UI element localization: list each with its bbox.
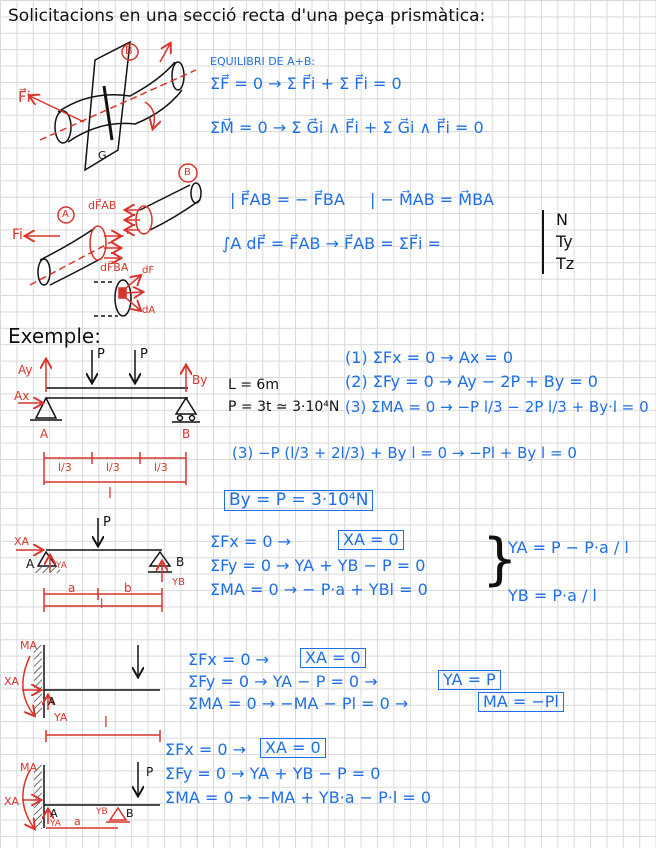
beam4-xa-result: XA = 0	[260, 738, 326, 758]
beam2-dim-b: b	[124, 581, 132, 595]
beam1-ax: Ax	[14, 389, 30, 403]
integral-eq: ∫A dF⃗ = F⃗AB → F⃗AB = ΣF⃗i =	[222, 234, 441, 253]
beam1-dim-3: l/3	[154, 461, 168, 474]
beam2-ya-result: YA = P − P·a / l	[508, 538, 629, 557]
beam2-xa-result: XA = 0	[338, 530, 404, 550]
beam2-yb: YB	[172, 577, 185, 588]
moment-balance-eq: ΣM⃗ = 0 → Σ G⃗i ∧ F⃗i + Σ G⃗i ∧ F⃗i = 0	[210, 118, 484, 137]
beam4-eq-fx: ΣFx = 0 →	[165, 740, 247, 759]
beam1-a: A	[40, 427, 49, 441]
beam4-xa: XA	[4, 795, 20, 808]
equilibrium-heading: EQUILIBRI DE A+B:	[210, 55, 316, 68]
label-da: dA	[142, 305, 156, 316]
action-reaction-force: | F⃗AB = − F⃗BA	[230, 190, 345, 209]
beam4-eq-ma: ΣMA = 0 → −MA + YB·a − P·l = 0	[165, 788, 432, 807]
beam2-brace: }	[482, 527, 518, 592]
label-b-circle: B	[125, 44, 133, 57]
example-heading: Exemple:	[8, 324, 101, 348]
beam3-ma: MA	[20, 639, 38, 652]
beam1-load-1: P	[97, 347, 105, 362]
beam3-xa: XA	[4, 675, 20, 688]
beam1-eq-fx: (1) ΣFx = 0 → Ax = 0	[345, 348, 514, 367]
beam2-xa: XA	[14, 535, 30, 548]
beam1-eq-expanded: (3) −P (l/3 + 2l/3) + By l = 0 → −Pl + By l = 0	[232, 444, 577, 462]
action-reaction-moment: | − M⃗AB = M⃗BA	[370, 190, 494, 209]
beam4-b: B	[126, 807, 134, 820]
beam2-dim-a: a	[68, 581, 76, 595]
beam4-a: A	[50, 807, 58, 820]
component-n: N	[556, 210, 568, 229]
beam3-eq-ma: ΣMA = 0 → −MA − Pl = 0 →	[188, 694, 409, 713]
beam1-dim-2: l/3	[106, 461, 120, 474]
free-body-sketch	[26, 164, 201, 316]
label-df: dF	[142, 265, 155, 276]
beam2-sketch	[16, 515, 172, 612]
beam4-ya: YA	[50, 819, 61, 829]
force-balance-eq: ΣF⃗ = 0 → Σ F⃗i + Σ F⃗i = 0	[210, 74, 402, 93]
beam3-ya-result: YA = P	[438, 670, 501, 690]
beam1-load-2: P	[140, 347, 148, 362]
beam3-l: l	[104, 715, 108, 731]
beam2-ya: YA	[56, 561, 67, 571]
beam4-yb: YB	[96, 807, 108, 817]
beam3-ya: YA	[54, 711, 68, 724]
beam3-xa-result: XA = 0	[300, 648, 366, 668]
beam1-dim-1: l/3	[58, 461, 72, 474]
beam1-result: By = P = 3·10⁴N	[224, 490, 373, 511]
prismatic-bar-sketch	[30, 42, 196, 170]
beam2-eq-ma: ΣMA = 0 → − P·a + YBl = 0	[210, 580, 428, 599]
label-fi-2: Fi	[12, 227, 23, 243]
beam4-sketch	[22, 762, 160, 829]
beam1-ay: Ay	[18, 363, 33, 377]
label-g: G	[98, 149, 107, 162]
beam1-b: B	[182, 427, 191, 441]
beam1-given-load: P = 3t ≃ 3·10⁴N	[228, 399, 340, 415]
beam2-b: B	[176, 555, 185, 569]
beam2-a: A	[26, 557, 35, 571]
beam2-eq-fy: ΣFy = 0 → YA + YB − P = 0	[210, 556, 426, 575]
component-tz: Tz	[556, 254, 575, 273]
beam3-eq-fx: ΣFx = 0 →	[188, 650, 270, 669]
label-dfab: dF⃗AB	[88, 199, 117, 212]
beam3-ma-result: MA = −Pl	[478, 692, 564, 712]
beam3-a: A	[48, 695, 56, 708]
beam1-given-length: L = 6m	[228, 377, 279, 393]
beam2-dim-l: l	[100, 597, 104, 611]
component-ty: Ty	[556, 232, 573, 251]
beam1-eq-fy: (2) ΣFy = 0 → Ay − 2P + By = 0	[345, 372, 598, 391]
components-bracket	[542, 210, 544, 274]
beam3-eq-fy: ΣFy = 0 → YA − P = 0 →	[188, 672, 378, 691]
label-a-circle: A	[62, 209, 69, 220]
beam2-eq-fx: ΣFx = 0 →	[210, 532, 292, 551]
beam4-dim-a: a	[74, 815, 81, 828]
beam4-ma: MA	[20, 761, 38, 774]
beam1-total: l	[108, 486, 112, 502]
beam2-yb-result: YB = P·a / l	[508, 586, 597, 605]
label-dfba: dF⃗BA	[100, 261, 129, 274]
label-fi: F⃗i	[18, 88, 31, 106]
beam1-by: By	[192, 373, 208, 387]
beam1-eq-ma: (3) ΣMA = 0 → −P l/3 − 2P l/3 + By·l = 0	[345, 398, 649, 416]
page-title: Solicitacions en una secció recta d'una peça prismàtica:	[8, 6, 486, 26]
beam4-eq-fy: ΣFy = 0 → YA + YB − P = 0	[165, 764, 381, 783]
beam3-sketch	[22, 645, 160, 742]
beam2-load: P	[103, 515, 111, 530]
label-b-circle-2: B	[184, 167, 191, 178]
beam4-p: P	[146, 765, 154, 779]
